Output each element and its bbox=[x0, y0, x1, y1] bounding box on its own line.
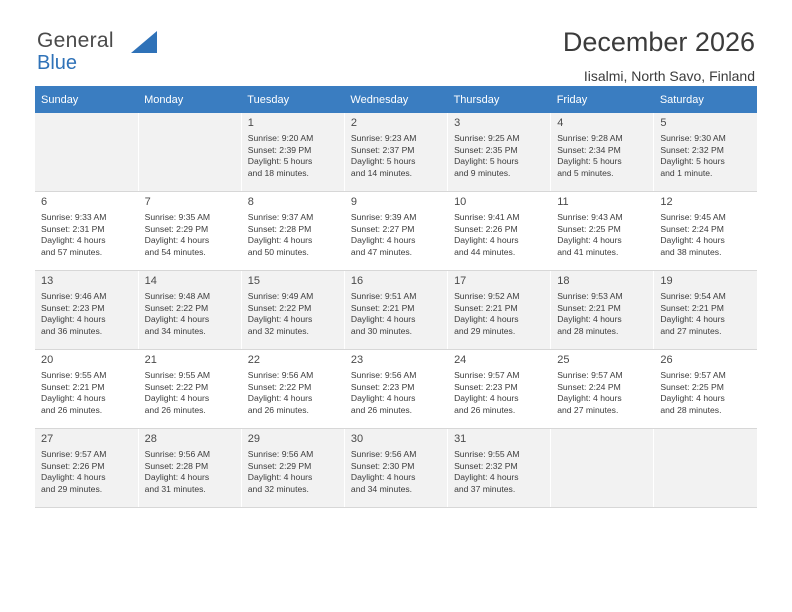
day-sun-info bbox=[454, 291, 545, 337]
day-sun-info bbox=[454, 212, 545, 258]
calendar-day-cell[interactable] bbox=[138, 429, 241, 508]
day-info-line: Sunset: 2:24 PM bbox=[660, 223, 724, 234]
day-info-line: and 34 minutes. bbox=[144, 325, 206, 336]
day-info-line: and 18 minutes. bbox=[247, 167, 309, 178]
weekday-header-row bbox=[35, 86, 757, 113]
day-info-line: and 26 minutes. bbox=[350, 404, 413, 415]
day-cell-content bbox=[35, 271, 138, 340]
location-subtitle: Iisalmi, North Savo, Finland bbox=[583, 68, 755, 84]
day-number: 27 bbox=[41, 433, 54, 445]
day-info-line: Daylight: 5 hours bbox=[454, 156, 519, 167]
weekday-header-saturday: Saturday bbox=[654, 86, 757, 113]
day-info-line: Sunset: 2:25 PM bbox=[660, 381, 724, 392]
day-info-line: Daylight: 4 hours bbox=[660, 393, 725, 404]
day-cell-content bbox=[35, 350, 138, 419]
day-info-line: and 32 minutes. bbox=[247, 483, 309, 494]
calendar-day-cell[interactable] bbox=[35, 350, 138, 429]
day-cell-content bbox=[242, 271, 344, 340]
day-info-line: Sunrise: 9:54 AM bbox=[660, 291, 726, 301]
day-number: 7 bbox=[144, 196, 151, 208]
day-cell-content bbox=[448, 113, 550, 182]
calendar-day-cell[interactable] bbox=[35, 271, 138, 350]
day-info-line: Sunrise: 9:53 AM bbox=[557, 291, 623, 301]
day-info-line: Sunset: 2:26 PM bbox=[454, 223, 518, 234]
day-sun-info bbox=[351, 370, 442, 416]
day-sun-info bbox=[660, 291, 752, 337]
calendar-day-cell[interactable] bbox=[241, 429, 344, 508]
day-sun-info bbox=[41, 212, 133, 258]
calendar-day-cell[interactable] bbox=[344, 113, 447, 192]
general-blue-logo bbox=[37, 30, 167, 78]
day-sun-info bbox=[248, 291, 339, 337]
day-info-line: and 38 minutes. bbox=[660, 246, 722, 257]
calendar-empty-cell bbox=[35, 113, 138, 192]
day-info-line: Daylight: 4 hours bbox=[454, 393, 519, 404]
title-block bbox=[563, 26, 755, 86]
day-info-line: and 9 minutes. bbox=[454, 167, 511, 178]
day-info-line: Sunset: 2:32 PM bbox=[454, 460, 518, 471]
day-info-line: and 34 minutes. bbox=[350, 483, 413, 494]
day-number: 1 bbox=[247, 117, 254, 129]
day-number: 28 bbox=[144, 433, 157, 445]
day-cell-content bbox=[242, 113, 344, 182]
day-number: 15 bbox=[247, 275, 261, 287]
calendar-day-cell[interactable] bbox=[344, 429, 447, 508]
day-info-line: Sunrise: 9:45 AM bbox=[660, 212, 726, 222]
day-info-line: Sunrise: 9:57 AM bbox=[41, 449, 107, 459]
day-info-line: Daylight: 4 hours bbox=[247, 235, 313, 246]
day-info-line: and 26 minutes. bbox=[144, 404, 206, 415]
day-info-line: Sunrise: 9:33 AM bbox=[41, 212, 107, 222]
day-info-line: Sunset: 2:23 PM bbox=[41, 302, 105, 313]
day-number: 16 bbox=[350, 275, 364, 287]
day-info-line: and 29 minutes. bbox=[454, 325, 516, 336]
day-cell-content bbox=[551, 113, 653, 182]
calendar-day-cell[interactable] bbox=[654, 271, 757, 350]
calendar-day-cell[interactable] bbox=[241, 271, 344, 350]
day-info-line: and 26 minutes. bbox=[247, 404, 309, 415]
day-info-line: Sunrise: 9:46 AM bbox=[41, 291, 107, 301]
day-info-line: and 14 minutes. bbox=[350, 167, 413, 178]
day-info-line: and 27 minutes. bbox=[557, 404, 619, 415]
day-info-line: Sunset: 2:30 PM bbox=[350, 460, 415, 471]
day-sun-info bbox=[248, 370, 339, 416]
day-info-line: Daylight: 4 hours bbox=[350, 235, 416, 246]
calendar-empty-cell bbox=[138, 113, 241, 192]
weekday-header-monday: Monday bbox=[138, 86, 241, 113]
day-info-line: Sunset: 2:24 PM bbox=[557, 381, 621, 392]
day-sun-info bbox=[248, 212, 339, 258]
calendar-week-row bbox=[35, 429, 757, 508]
day-number: 2 bbox=[350, 117, 358, 129]
day-number: 17 bbox=[454, 275, 467, 287]
calendar-day-cell[interactable] bbox=[35, 429, 138, 508]
day-info-line: Sunset: 2:31 PM bbox=[41, 223, 105, 234]
logo-text-general: General bbox=[37, 29, 114, 52]
day-number: 12 bbox=[660, 196, 673, 208]
calendar-day-cell[interactable] bbox=[551, 113, 654, 192]
day-info-line: Sunset: 2:26 PM bbox=[41, 460, 105, 471]
day-info-line: Sunrise: 9:56 AM bbox=[247, 449, 314, 459]
day-info-line: Sunrise: 9:39 AM bbox=[350, 212, 417, 222]
calendar-empty-cell bbox=[551, 429, 654, 508]
day-sun-info bbox=[145, 291, 236, 337]
day-sun-info bbox=[557, 370, 648, 416]
day-info-line: Sunrise: 9:52 AM bbox=[454, 291, 520, 301]
day-info-line: Sunset: 2:39 PM bbox=[247, 144, 312, 155]
day-info-line: Sunrise: 9:57 AM bbox=[660, 370, 726, 380]
day-info-line: Sunset: 2:37 PM bbox=[350, 144, 415, 155]
day-cell-content bbox=[654, 350, 757, 419]
day-cell-content bbox=[242, 350, 344, 419]
day-cell-content bbox=[35, 113, 138, 121]
day-cell-content bbox=[345, 350, 447, 419]
day-info-line: Sunrise: 9:23 AM bbox=[350, 133, 417, 143]
day-sun-info bbox=[660, 133, 752, 179]
calendar-day-cell[interactable] bbox=[241, 113, 344, 192]
day-cell-content bbox=[242, 429, 344, 498]
day-number: 25 bbox=[557, 354, 570, 366]
day-info-line: and 28 minutes. bbox=[660, 404, 722, 415]
logo-triangle-icon bbox=[131, 31, 157, 53]
day-info-line: Daylight: 4 hours bbox=[350, 393, 416, 404]
day-info-line: Sunrise: 9:35 AM bbox=[144, 212, 211, 222]
day-info-line: Sunrise: 9:55 AM bbox=[41, 370, 107, 380]
day-info-line: Daylight: 5 hours bbox=[247, 156, 313, 167]
day-info-line: Daylight: 5 hours bbox=[557, 156, 622, 167]
day-cell-content bbox=[654, 192, 757, 261]
calendar-day-cell[interactable] bbox=[35, 192, 138, 271]
day-cell-content bbox=[35, 429, 138, 498]
calendar-day-cell[interactable] bbox=[448, 271, 551, 350]
day-info-line: and 28 minutes. bbox=[557, 325, 619, 336]
day-info-line: Sunset: 2:21 PM bbox=[454, 302, 518, 313]
day-info-line: Daylight: 5 hours bbox=[350, 156, 416, 167]
day-number: 9 bbox=[350, 196, 358, 208]
day-cell-content bbox=[448, 271, 550, 340]
day-info-line: Sunrise: 9:30 AM bbox=[660, 133, 726, 143]
calendar-day-cell[interactable] bbox=[551, 271, 654, 350]
calendar-day-cell[interactable] bbox=[241, 192, 344, 271]
calendar-body bbox=[35, 113, 757, 508]
day-info-line: Daylight: 4 hours bbox=[454, 235, 519, 246]
day-sun-info bbox=[454, 370, 545, 416]
calendar-day-cell[interactable] bbox=[448, 429, 551, 508]
day-info-line: Sunset: 2:27 PM bbox=[350, 223, 415, 234]
day-info-line: Sunset: 2:23 PM bbox=[350, 381, 415, 392]
day-cell-content bbox=[654, 429, 757, 437]
day-info-line: Daylight: 4 hours bbox=[247, 314, 313, 325]
day-number: 3 bbox=[454, 117, 461, 129]
calendar-day-cell[interactable] bbox=[138, 192, 241, 271]
day-info-line: Sunset: 2:34 PM bbox=[557, 144, 621, 155]
day-info-line: Sunset: 2:22 PM bbox=[247, 381, 312, 392]
day-info-line: Sunset: 2:21 PM bbox=[350, 302, 415, 313]
day-info-line: Sunrise: 9:56 AM bbox=[144, 449, 211, 459]
day-info-line: Sunset: 2:28 PM bbox=[247, 223, 312, 234]
day-info-line: and 31 minutes. bbox=[144, 483, 206, 494]
day-info-line: Sunrise: 9:55 AM bbox=[144, 370, 211, 380]
day-number: 26 bbox=[660, 354, 673, 366]
day-info-line: Daylight: 4 hours bbox=[41, 314, 106, 325]
day-info-line: and 57 minutes. bbox=[41, 246, 103, 257]
day-number: 10 bbox=[454, 196, 467, 208]
weekday-header-thursday: Thursday bbox=[448, 86, 551, 113]
day-cell-content bbox=[551, 271, 653, 340]
calendar-day-cell[interactable] bbox=[448, 350, 551, 429]
day-info-line: Sunset: 2:22 PM bbox=[144, 302, 209, 313]
calendar-day-cell[interactable] bbox=[448, 192, 551, 271]
logo-text-blue: Blue bbox=[37, 52, 78, 74]
day-info-line: Sunrise: 9:56 AM bbox=[247, 370, 314, 380]
weekday-header-wednesday: Wednesday bbox=[344, 86, 447, 113]
day-info-line: and 30 minutes. bbox=[350, 325, 413, 336]
calendar-empty-cell bbox=[654, 429, 757, 508]
day-cell-content bbox=[345, 429, 447, 498]
calendar-day-cell[interactable] bbox=[654, 192, 757, 271]
day-number: 4 bbox=[557, 117, 564, 129]
day-info-line: Sunset: 2:21 PM bbox=[41, 381, 105, 392]
day-info-line: Sunrise: 9:55 AM bbox=[454, 449, 520, 459]
day-cell-content bbox=[345, 113, 447, 182]
calendar-day-cell[interactable] bbox=[241, 350, 344, 429]
day-info-line: Daylight: 4 hours bbox=[454, 314, 519, 325]
calendar-day-cell[interactable] bbox=[344, 192, 447, 271]
day-number: 29 bbox=[247, 433, 261, 445]
calendar-day-cell[interactable] bbox=[344, 271, 447, 350]
day-info-line: Daylight: 4 hours bbox=[247, 393, 313, 404]
calendar-day-cell[interactable] bbox=[138, 350, 241, 429]
day-sun-info bbox=[248, 449, 339, 495]
day-info-line: and 50 minutes. bbox=[247, 246, 309, 257]
day-number: 20 bbox=[41, 354, 54, 366]
calendar-day-cell[interactable] bbox=[448, 113, 551, 192]
day-info-line: and 26 minutes. bbox=[41, 404, 103, 415]
day-info-line: Sunset: 2:22 PM bbox=[144, 381, 209, 392]
day-info-line: and 29 minutes. bbox=[41, 483, 103, 494]
calendar-week-row bbox=[35, 271, 757, 350]
day-info-line: Sunrise: 9:51 AM bbox=[350, 291, 417, 301]
day-number: 13 bbox=[41, 275, 54, 287]
calendar-day-cell[interactable] bbox=[654, 113, 757, 192]
day-sun-info bbox=[351, 291, 442, 337]
day-info-line: Daylight: 4 hours bbox=[350, 314, 416, 325]
day-info-line: Sunset: 2:21 PM bbox=[557, 302, 621, 313]
day-info-line: Daylight: 4 hours bbox=[557, 314, 622, 325]
weekday-header-sunday: Sunday bbox=[35, 86, 138, 113]
day-sun-info bbox=[454, 449, 545, 495]
day-sun-info bbox=[557, 212, 648, 258]
day-cell-content bbox=[448, 350, 550, 419]
day-sun-info bbox=[41, 449, 133, 495]
day-sun-info bbox=[660, 370, 752, 416]
day-cell-content bbox=[551, 350, 653, 419]
day-info-line: and 44 minutes. bbox=[454, 246, 516, 257]
day-sun-info bbox=[248, 133, 339, 179]
day-info-line: and 36 minutes. bbox=[41, 325, 103, 336]
day-cell-content bbox=[139, 113, 241, 121]
day-info-line: Sunset: 2:29 PM bbox=[144, 223, 209, 234]
day-sun-info bbox=[557, 133, 648, 179]
weekday-header-tuesday: Tuesday bbox=[241, 86, 344, 113]
day-sun-info bbox=[351, 449, 442, 495]
day-number: 23 bbox=[350, 354, 364, 366]
day-info-line: Daylight: 4 hours bbox=[41, 393, 106, 404]
day-cell-content bbox=[139, 271, 241, 340]
day-info-line: Sunrise: 9:56 AM bbox=[350, 449, 417, 459]
calendar-day-cell[interactable] bbox=[344, 350, 447, 429]
day-sun-info bbox=[454, 133, 545, 179]
day-number: 18 bbox=[557, 275, 570, 287]
day-info-line: Sunset: 2:28 PM bbox=[144, 460, 209, 471]
day-info-line: and 27 minutes. bbox=[660, 325, 722, 336]
day-cell-content bbox=[345, 271, 447, 340]
day-info-line: and 32 minutes. bbox=[247, 325, 309, 336]
day-number: 8 bbox=[247, 196, 254, 208]
day-info-line: and 47 minutes. bbox=[350, 246, 413, 257]
day-info-line: Sunrise: 9:49 AM bbox=[247, 291, 314, 301]
day-sun-info bbox=[41, 370, 133, 416]
day-sun-info bbox=[145, 449, 236, 495]
day-info-line: and 37 minutes. bbox=[454, 483, 516, 494]
page-title: December 2026 bbox=[562, 27, 755, 57]
day-info-line: Sunrise: 9:57 AM bbox=[454, 370, 520, 380]
day-cell-content bbox=[35, 192, 138, 261]
day-cell-content bbox=[242, 192, 344, 261]
day-sun-info bbox=[660, 212, 752, 258]
day-info-line: and 1 minute. bbox=[660, 167, 713, 178]
day-number: 24 bbox=[454, 354, 467, 366]
day-info-line: Sunrise: 9:28 AM bbox=[557, 133, 623, 143]
day-cell-content bbox=[139, 350, 241, 419]
day-cell-content bbox=[448, 192, 550, 261]
day-sun-info bbox=[145, 370, 236, 416]
day-info-line: Daylight: 5 hours bbox=[660, 156, 725, 167]
day-cell-content bbox=[551, 429, 653, 437]
day-info-line: Daylight: 4 hours bbox=[557, 393, 622, 404]
day-info-line: and 5 minutes. bbox=[557, 167, 614, 178]
day-cell-content bbox=[345, 192, 447, 261]
day-number: 14 bbox=[144, 275, 157, 287]
day-info-line: Daylight: 4 hours bbox=[557, 235, 622, 246]
day-cell-content bbox=[139, 192, 241, 261]
calendar-day-cell[interactable] bbox=[551, 192, 654, 271]
day-cell-content bbox=[448, 429, 550, 498]
day-info-line: Sunrise: 9:56 AM bbox=[350, 370, 417, 380]
calendar-table bbox=[35, 86, 757, 508]
day-number: 6 bbox=[41, 196, 48, 208]
calendar-day-cell[interactable] bbox=[654, 350, 757, 429]
day-info-line: Sunrise: 9:20 AM bbox=[247, 133, 314, 143]
day-cell-content bbox=[654, 271, 757, 340]
day-info-line: Daylight: 4 hours bbox=[41, 472, 106, 483]
day-cell-content bbox=[139, 429, 241, 498]
day-sun-info bbox=[145, 212, 236, 258]
day-info-line: Sunset: 2:25 PM bbox=[557, 223, 621, 234]
day-info-line: Daylight: 4 hours bbox=[144, 472, 210, 483]
day-number: 30 bbox=[350, 433, 364, 445]
day-info-line: Daylight: 4 hours bbox=[660, 235, 725, 246]
day-info-line: Sunset: 2:23 PM bbox=[454, 381, 518, 392]
day-info-line: Sunrise: 9:43 AM bbox=[557, 212, 623, 222]
day-info-line: Daylight: 4 hours bbox=[144, 393, 210, 404]
day-info-line: Sunrise: 9:25 AM bbox=[454, 133, 520, 143]
day-info-line: Daylight: 4 hours bbox=[41, 235, 106, 246]
day-number: 22 bbox=[247, 354, 261, 366]
day-sun-info bbox=[351, 133, 442, 179]
day-cell-content bbox=[654, 113, 757, 182]
day-info-line: Sunrise: 9:41 AM bbox=[454, 212, 520, 222]
day-cell-content bbox=[551, 192, 653, 261]
calendar-week-row bbox=[35, 113, 757, 192]
day-info-line: Sunset: 2:32 PM bbox=[660, 144, 724, 155]
day-info-line: Sunset: 2:21 PM bbox=[660, 302, 724, 313]
day-info-line: Daylight: 4 hours bbox=[247, 472, 313, 483]
day-number: 31 bbox=[454, 433, 467, 445]
day-sun-info bbox=[351, 212, 442, 258]
day-info-line: Sunrise: 9:37 AM bbox=[247, 212, 314, 222]
calendar-day-cell[interactable] bbox=[551, 350, 654, 429]
day-number: 5 bbox=[660, 117, 667, 129]
day-info-line: and 54 minutes. bbox=[144, 246, 206, 257]
calendar-day-cell[interactable] bbox=[138, 271, 241, 350]
day-info-line: Daylight: 4 hours bbox=[660, 314, 725, 325]
day-sun-info bbox=[557, 291, 648, 337]
day-info-line: Daylight: 4 hours bbox=[144, 314, 210, 325]
weekday-header-friday: Friday bbox=[551, 86, 654, 113]
day-info-line: Sunset: 2:35 PM bbox=[454, 144, 518, 155]
day-info-line: Sunrise: 9:57 AM bbox=[557, 370, 623, 380]
day-info-line: and 26 minutes. bbox=[454, 404, 516, 415]
day-info-line: Sunset: 2:22 PM bbox=[247, 302, 312, 313]
day-info-line: Daylight: 4 hours bbox=[454, 472, 519, 483]
day-info-line: Daylight: 4 hours bbox=[350, 472, 416, 483]
calendar-week-row bbox=[35, 350, 757, 429]
day-number: 11 bbox=[557, 196, 569, 208]
day-number: 19 bbox=[660, 275, 673, 287]
day-info-line: and 41 minutes. bbox=[557, 246, 619, 257]
page-header bbox=[35, 0, 757, 86]
day-sun-info bbox=[41, 291, 133, 337]
day-info-line: Sunrise: 9:48 AM bbox=[144, 291, 211, 301]
day-info-line: Sunset: 2:29 PM bbox=[247, 460, 312, 471]
day-info-line: Daylight: 4 hours bbox=[144, 235, 210, 246]
day-number: 21 bbox=[144, 354, 157, 366]
calendar-week-row bbox=[35, 192, 757, 271]
